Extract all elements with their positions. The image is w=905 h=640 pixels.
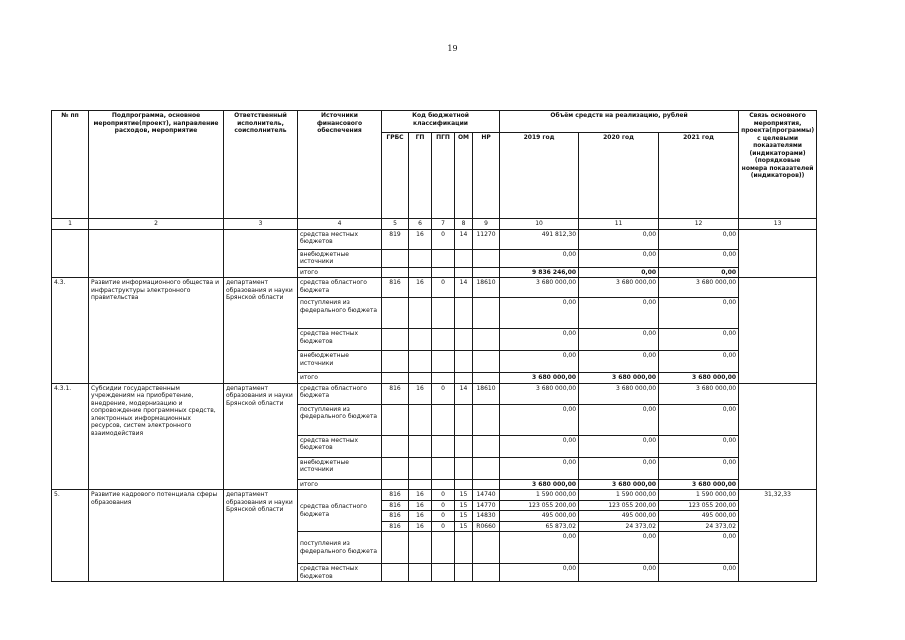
code-gp-cell	[409, 351, 432, 373]
amount-y2021-cell: 24 373,02	[659, 521, 739, 532]
header-grbs: ГРБС	[382, 133, 409, 219]
code-om-cell	[455, 457, 473, 479]
amount-y2021-cell: 0,00	[659, 267, 739, 278]
code-pgp-cell: 0	[432, 383, 455, 404]
code-np-cell	[473, 373, 500, 384]
amount-y2021-cell: 0,00	[659, 249, 739, 267]
amount-y2020-cell: 0,00	[579, 457, 659, 479]
code-np-cell	[473, 404, 500, 435]
amount-y2020-cell: 0,00	[579, 267, 659, 278]
code-pgp-cell	[432, 329, 455, 351]
code-om-cell: 15	[455, 500, 473, 511]
code-grbs-cell	[382, 267, 409, 278]
code-grbs-cell: 819	[382, 229, 409, 249]
link-cell	[739, 229, 817, 278]
item-name-cell: Развитие кадрового потенциала сферы образования	[89, 490, 224, 582]
source-cell: итого	[298, 267, 382, 278]
amount-y2020-cell: 0,00	[579, 435, 659, 457]
item-name-cell: Субсидии государственным учреждениям на приобретение, внедрение, модернизацию и сопровождение программных средств, электронных информационных ресурсов, систем электронного взаимодействия	[89, 383, 224, 490]
code-om-cell	[455, 564, 473, 582]
amount-y2020-cell: 24 373,02	[579, 521, 659, 532]
code-grbs-cell	[382, 479, 409, 490]
code-np-cell	[473, 532, 500, 564]
amount-y2019-cell: 0,00	[500, 249, 579, 267]
column-number: 3	[224, 219, 298, 230]
code-grbs-cell: 816	[382, 278, 409, 298]
table-row	[52, 383, 817, 404]
amount-y2019-cell: 65 873,02	[500, 521, 579, 532]
code-gp-cell	[409, 564, 432, 582]
code-pgp-cell	[432, 435, 455, 457]
header-program: Подпрограмма, основное мероприятие(проект), направление расходов, мероприятие	[89, 111, 224, 219]
code-grbs-cell: 816	[382, 490, 409, 501]
code-np-cell: 18610	[473, 383, 500, 404]
code-np-cell	[473, 298, 500, 329]
source-cell: поступления из федерального бюджета	[298, 532, 382, 564]
amount-y2021-cell: 0,00	[659, 435, 739, 457]
amount-y2019-cell: 0,00	[500, 351, 579, 373]
amount-y2019-cell: 9 836 246,00	[500, 267, 579, 278]
amount-y2020-cell: 0,00	[579, 229, 659, 249]
code-gp-cell	[409, 532, 432, 564]
code-gp-cell	[409, 404, 432, 435]
code-pgp-cell	[432, 404, 455, 435]
code-gp-cell	[409, 249, 432, 267]
num-cell	[52, 229, 89, 278]
amount-y2021-cell: 123 055 200,00	[659, 500, 739, 511]
amount-y2020-cell: 1 590 000,00	[579, 490, 659, 501]
column-number: 6	[409, 219, 432, 230]
code-pgp-cell	[432, 267, 455, 278]
amount-y2020-cell: 0,00	[579, 298, 659, 329]
header-2020: 2020 год	[579, 133, 659, 219]
code-gp-cell	[409, 373, 432, 384]
code-gp-cell: 16	[409, 490, 432, 501]
code-pgp-cell	[432, 249, 455, 267]
column-number: 4	[298, 219, 382, 230]
code-gp-cell	[409, 479, 432, 490]
item-number-cell: 4.3.	[52, 278, 89, 384]
column-number: 5	[382, 219, 409, 230]
amount-y2021-cell: 3 680 000,00	[659, 278, 739, 298]
code-grbs-cell	[382, 404, 409, 435]
source-cell: средства областного бюджета	[298, 278, 382, 298]
column-number: 11	[579, 219, 659, 230]
amount-y2019-cell: 3 680 000,00	[500, 373, 579, 384]
code-om-cell: 14	[455, 383, 473, 404]
code-grbs-cell	[382, 329, 409, 351]
source-cell: внебюджетные источники	[298, 351, 382, 373]
amount-y2021-cell: 3 680 000,00	[659, 373, 739, 384]
code-om-cell	[455, 249, 473, 267]
source-cell: внебюджетные источники	[298, 249, 382, 267]
amount-y2021-cell: 0,00	[659, 457, 739, 479]
code-om-cell	[455, 298, 473, 329]
amount-y2019-cell: 3 680 000,00	[500, 383, 579, 404]
amount-y2021-cell: 3 680 000,00	[659, 383, 739, 404]
amount-y2019-cell: 0,00	[500, 404, 579, 435]
source-cell: средства местных бюджетов	[298, 564, 382, 582]
code-om-cell	[455, 267, 473, 278]
amount-y2021-cell: 0,00	[659, 564, 739, 582]
header-budget-code: Код бюджетной классификации	[382, 111, 500, 133]
header-num: № пп	[52, 111, 89, 219]
column-number: 1	[52, 219, 89, 230]
code-grbs-cell	[382, 457, 409, 479]
column-number-row	[52, 219, 817, 230]
source-cell: итого	[298, 373, 382, 384]
code-np-cell: 14830	[473, 511, 500, 522]
code-grbs-cell	[382, 564, 409, 582]
table-row	[52, 229, 817, 249]
item-name-cell: Развитие информационного общества и инфраструктуры электронного правительства	[89, 278, 224, 384]
amount-y2020-cell: 0,00	[579, 249, 659, 267]
code-om-cell	[455, 351, 473, 373]
amount-y2021-cell: 0,00	[659, 229, 739, 249]
code-gp-cell: 16	[409, 521, 432, 532]
code-om-cell	[455, 404, 473, 435]
column-number: 13	[739, 219, 817, 230]
code-om-cell	[455, 435, 473, 457]
header-pgp: ПГП	[432, 133, 455, 219]
code-gp-cell: 16	[409, 278, 432, 298]
code-grbs-cell: 816	[382, 500, 409, 511]
code-np-cell	[473, 479, 500, 490]
column-number: 10	[500, 219, 579, 230]
program-cell	[89, 229, 224, 278]
executor-cell: департамент образования и науки Брянской области	[224, 490, 298, 582]
header-link: Связь основного мероприятия, проекта(программы) с целевыми показателями (индикаторами) (порядковые номера показателей (индикаторов))	[739, 111, 817, 219]
source-cell: средства местных бюджетов	[298, 435, 382, 457]
code-pgp-cell: 0	[432, 278, 455, 298]
code-om-cell	[455, 479, 473, 490]
amount-y2019-cell: 0,00	[500, 457, 579, 479]
code-gp-cell: 16	[409, 511, 432, 522]
code-gp-cell	[409, 435, 432, 457]
link-cell	[739, 278, 817, 384]
column-number: 7	[432, 219, 455, 230]
amount-y2020-cell: 0,00	[579, 532, 659, 564]
source-cell: итого	[298, 479, 382, 490]
amount-y2019-cell: 1 590 000,00	[500, 490, 579, 501]
amount-y2019-cell: 0,00	[500, 329, 579, 351]
source-cell: средства областного бюджета	[298, 383, 382, 404]
indicator-link-cell: 31,32,33	[739, 490, 817, 582]
code-om-cell: 14	[455, 229, 473, 249]
code-np-cell: R0660	[473, 521, 500, 532]
amount-y2021-cell: 3 680 000,00	[659, 479, 739, 490]
code-om-cell: 14	[455, 278, 473, 298]
code-pgp-cell	[432, 457, 455, 479]
amount-y2019-cell: 0,00	[500, 532, 579, 564]
code-grbs-cell: 816	[382, 511, 409, 522]
source-cell: внебюджетные источники	[298, 457, 382, 479]
header-2021: 2021 год	[659, 133, 739, 219]
amount-y2019-cell: 0,00	[500, 564, 579, 582]
executor-cell	[224, 229, 298, 278]
source-cell: средства местных бюджетов	[298, 329, 382, 351]
amount-y2019-cell: 0,00	[500, 298, 579, 329]
code-grbs-cell: 816	[382, 521, 409, 532]
code-gp-cell	[409, 329, 432, 351]
executor-cell: департамент образования и науки Брянской области	[224, 278, 298, 384]
code-np-cell	[473, 435, 500, 457]
code-np-cell	[473, 329, 500, 351]
code-om-cell: 15	[455, 521, 473, 532]
column-number: 9	[473, 219, 500, 230]
table-row	[52, 490, 817, 501]
code-pgp-cell: 0	[432, 511, 455, 522]
amount-y2020-cell: 0,00	[579, 329, 659, 351]
item-number-cell: 4.3.1.	[52, 383, 89, 490]
code-pgp-cell: 0	[432, 229, 455, 249]
page-number: 19	[447, 44, 458, 53]
code-pgp-cell	[432, 564, 455, 582]
amount-y2019-cell: 0,00	[500, 435, 579, 457]
code-grbs-cell	[382, 351, 409, 373]
code-om-cell: 15	[455, 490, 473, 501]
code-gp-cell: 16	[409, 229, 432, 249]
code-om-cell	[455, 373, 473, 384]
amount-y2020-cell: 495 000,00	[579, 511, 659, 522]
code-pgp-cell	[432, 479, 455, 490]
amount-y2020-cell: 3 680 000,00	[579, 278, 659, 298]
code-om-cell	[455, 329, 473, 351]
code-pgp-cell: 0	[432, 500, 455, 511]
code-np-cell: 18610	[473, 278, 500, 298]
code-grbs-cell	[382, 373, 409, 384]
code-gp-cell	[409, 298, 432, 329]
source-cell: поступления из федерального бюджета	[298, 404, 382, 435]
code-gp-cell	[409, 457, 432, 479]
amount-y2020-cell: 0,00	[579, 351, 659, 373]
code-pgp-cell	[432, 298, 455, 329]
code-np-cell	[473, 457, 500, 479]
code-om-cell	[455, 532, 473, 564]
source-cell: средства областного бюджета	[298, 490, 382, 532]
source-cell: поступления из федерального бюджета	[298, 298, 382, 329]
code-grbs-cell	[382, 532, 409, 564]
link-cell	[739, 383, 817, 490]
amount-y2020-cell: 0,00	[579, 564, 659, 582]
item-number-cell: 5.	[52, 490, 89, 582]
code-gp-cell: 16	[409, 383, 432, 404]
amount-y2021-cell: 0,00	[659, 298, 739, 329]
amount-y2020-cell: 3 680 000,00	[579, 383, 659, 404]
code-pgp-cell: 0	[432, 490, 455, 501]
code-om-cell: 15	[455, 511, 473, 522]
amount-y2021-cell: 0,00	[659, 329, 739, 351]
code-grbs-cell	[382, 249, 409, 267]
source-cell: средства местных бюджетов	[298, 229, 382, 249]
code-np-cell: 11270	[473, 229, 500, 249]
code-grbs-cell: 816	[382, 383, 409, 404]
budget-table	[51, 110, 817, 582]
executor-cell: департамент образования и науки Брянской области	[224, 383, 298, 490]
column-number: 8	[455, 219, 473, 230]
amount-y2021-cell: 495 000,00	[659, 511, 739, 522]
amount-y2021-cell: 0,00	[659, 532, 739, 564]
amount-y2021-cell: 0,00	[659, 351, 739, 373]
header-np: НР	[473, 133, 500, 219]
header-om: ОМ	[455, 133, 473, 219]
amount-y2019-cell: 123 055 200,00	[500, 500, 579, 511]
code-grbs-cell	[382, 298, 409, 329]
amount-y2021-cell: 1 590 000,00	[659, 490, 739, 501]
code-np-cell: 14740	[473, 490, 500, 501]
header-source: Источники финансового обеспечения	[298, 111, 382, 219]
code-grbs-cell	[382, 435, 409, 457]
header-2019: 2019 год	[500, 133, 579, 219]
column-number: 12	[659, 219, 739, 230]
amount-y2020-cell: 3 680 000,00	[579, 479, 659, 490]
header-volume: Объём средств на реализацию, рублей	[500, 111, 739, 133]
amount-y2020-cell: 3 680 000,00	[579, 373, 659, 384]
code-pgp-cell	[432, 351, 455, 373]
code-np-cell	[473, 564, 500, 582]
code-pgp-cell: 0	[432, 521, 455, 532]
code-pgp-cell	[432, 532, 455, 564]
code-np-cell	[473, 249, 500, 267]
code-pgp-cell	[432, 373, 455, 384]
amount-y2020-cell: 123 055 200,00	[579, 500, 659, 511]
code-gp-cell	[409, 267, 432, 278]
amount-y2021-cell: 0,00	[659, 404, 739, 435]
code-np-cell	[473, 267, 500, 278]
header-gp: ГП	[409, 133, 432, 219]
amount-y2019-cell: 3 680 000,00	[500, 479, 579, 490]
amount-y2020-cell: 0,00	[579, 404, 659, 435]
code-gp-cell: 16	[409, 500, 432, 511]
table-row	[52, 278, 817, 298]
amount-y2019-cell: 491 812,30	[500, 229, 579, 249]
code-np-cell	[473, 351, 500, 373]
amount-y2019-cell: 495 000,00	[500, 511, 579, 522]
amount-y2019-cell: 3 680 000,00	[500, 278, 579, 298]
column-number: 2	[89, 219, 224, 230]
code-np-cell: 14770	[473, 500, 500, 511]
header-executor: Ответственный исполнитель, соисполнитель	[224, 111, 298, 219]
